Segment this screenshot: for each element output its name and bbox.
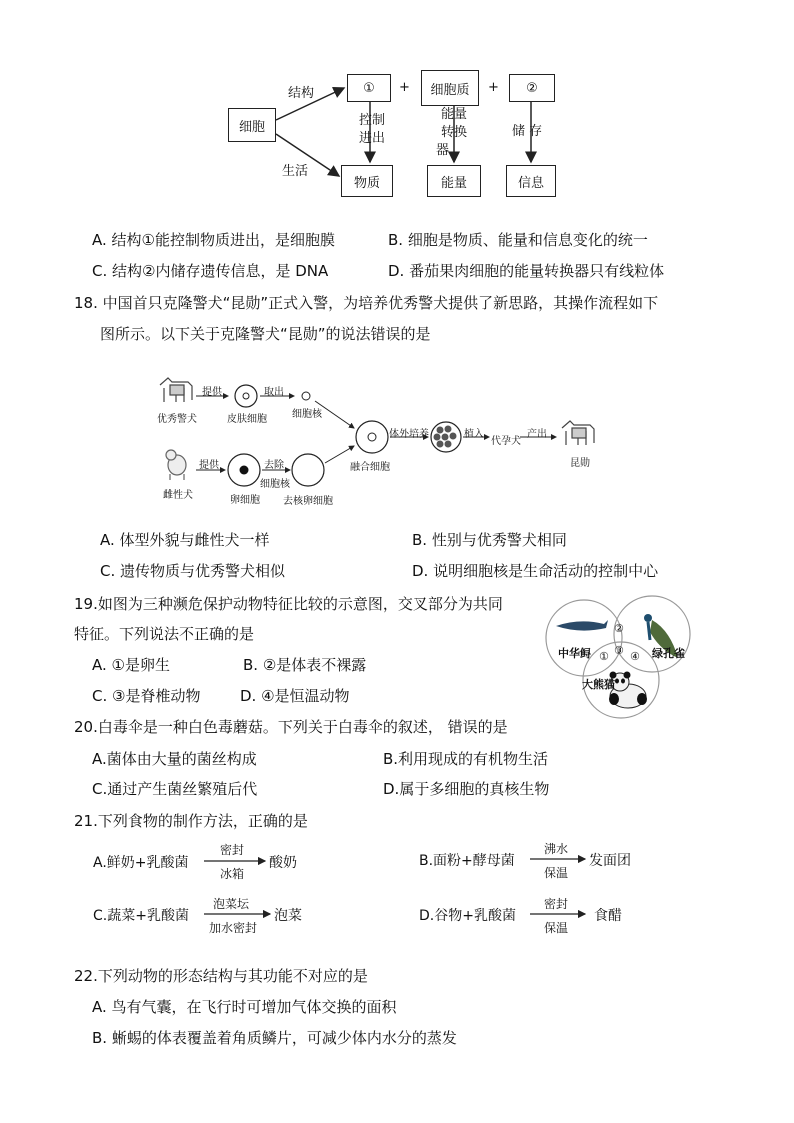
q21-b-right: 发面团 bbox=[589, 853, 631, 869]
cytoplasm-box: 细胞质 bbox=[421, 70, 479, 106]
q20-stem: 20.白毒伞是一种白色毒蘑菇。下列关于白毒伞的叙述， 错误的是 bbox=[74, 718, 508, 736]
implant-label: 植入 bbox=[464, 429, 484, 440]
q21-d-left: D.谷物+乳酸菌 bbox=[419, 908, 516, 924]
q22-option-a: A. 鸟有气囊，在飞行时可增加气体交换的面积 bbox=[92, 998, 397, 1016]
q21-c-right: 泡菜 bbox=[274, 908, 302, 924]
q19-option-d: D. ④是恒温动物 bbox=[240, 687, 350, 705]
energy-box: 能量 bbox=[427, 165, 481, 197]
provide-label-2: 提供 bbox=[199, 460, 219, 471]
venn-number-3: ③ bbox=[614, 644, 624, 657]
venn-number-4: ④ bbox=[630, 650, 640, 663]
venn-number-2: ② bbox=[614, 622, 624, 635]
remove-label-2: 细胞核 bbox=[260, 479, 290, 490]
q21-a-top: 密封 bbox=[220, 843, 245, 857]
plus-sign: + bbox=[399, 80, 410, 95]
fused-cell-label: 融合细胞 bbox=[350, 462, 390, 473]
q18-stem-line1: 18. 中国首只克隆警犬“昆勋”正式入警，为培养优秀警犬提供了新思路，其操作流程如下 bbox=[74, 294, 659, 312]
energy-converter-label: 能量 转换 器 bbox=[436, 107, 467, 158]
q20-option-d: D.属于多细胞的真核生物 bbox=[383, 780, 550, 798]
info-box: 信息 bbox=[506, 165, 556, 197]
egg-cell-label: 卵细胞 bbox=[230, 495, 260, 506]
culture-label: 体外培养 bbox=[389, 429, 429, 440]
q18-option-a: A. 体型外貌与雌性犬一样 bbox=[100, 531, 270, 549]
q21-stem: 21.下列食物的制作方法，正确的是 bbox=[74, 812, 308, 830]
q22-stem: 22.下列动物的形态结构与其功能不对应的是 bbox=[74, 967, 368, 985]
q19-option-a: A. ①是卵生 bbox=[92, 656, 170, 674]
q20-option-c: C.通过产生菌丝繁殖后代 bbox=[92, 780, 258, 798]
produce-label: 产出 bbox=[527, 429, 547, 440]
q18-option-d: D. 说明细胞核是生命活动的控制中心 bbox=[412, 562, 659, 580]
storage-label: 储 存 bbox=[512, 124, 543, 139]
skin-cell-label: 皮肤细胞 bbox=[227, 414, 267, 425]
police-dog-label: 优秀警犬 bbox=[157, 414, 197, 425]
remove-label-1: 去除 bbox=[264, 460, 284, 471]
q21-d-right: 食醋 bbox=[594, 908, 622, 924]
structure1-box: ① bbox=[347, 74, 391, 102]
structure2-box: ② bbox=[509, 74, 555, 102]
structure-label: 结构 bbox=[288, 86, 315, 101]
q21-a-right: 酸奶 bbox=[269, 855, 297, 871]
venn-label-panda: 大熊猫 bbox=[582, 678, 615, 691]
q20-option-b: B.利用现成的有机物生活 bbox=[383, 750, 549, 768]
venn-number-1: ① bbox=[599, 650, 609, 663]
q19-option-c: C. ③是脊椎动物 bbox=[92, 687, 201, 705]
q21-b-left: B.面粉+酵母菌 bbox=[419, 853, 515, 869]
q18-option-c: C. 遗传物质与优秀警犬相似 bbox=[100, 562, 286, 580]
nucleus-label: 细胞核 bbox=[292, 409, 322, 420]
provide-label-1: 提供 bbox=[202, 387, 222, 398]
q22-option-b: B. 蜥蜴的体表覆盖着角质鳞片，可减少体内水分的蒸发 bbox=[92, 1029, 457, 1047]
q21-d-bottom: 保温 bbox=[544, 921, 569, 935]
kunxun-label: 昆勋 bbox=[570, 458, 590, 469]
q19-option-b: B. ②是体表不裸露 bbox=[243, 656, 367, 674]
q17-option-d: D. 番茄果肉细胞的能量转换器只有线粒体 bbox=[388, 262, 665, 280]
q17-option-b: B. 细胞是物质、能量和信息变化的统一 bbox=[388, 231, 648, 249]
q21-c-bottom: 加水密封 bbox=[209, 921, 258, 935]
q19-stem-line2: 特征。下列说法不正确的是 bbox=[74, 625, 255, 643]
surrogate-label: 代孕犬 bbox=[491, 436, 521, 447]
control-label: 控制 进出 bbox=[358, 113, 385, 146]
q17-option-a: A. 结构①能控制物质进出，是细胞膜 bbox=[92, 231, 335, 249]
venn-label-sturgeon: 中华鲟 bbox=[558, 647, 591, 660]
q21-c-left: C.蔬菜+乳酸菌 bbox=[93, 908, 189, 924]
q20-option-a: A.菌体由大量的菌丝构成 bbox=[92, 750, 257, 768]
q17-option-c: C. 结构②内储存遗传信息，是 DNA bbox=[92, 262, 329, 280]
female-dog-label: 雌性犬 bbox=[163, 490, 193, 501]
q21-c-top: 泡菜坛 bbox=[213, 897, 250, 911]
q18-stem-line2: 图所示。以下关于克隆警犬“昆勋”的说法错误的是 bbox=[100, 325, 431, 343]
q19-stem-line1: 19.如图为三种濒危保护动物特征比较的示意图，交叉部分为共同 bbox=[74, 595, 503, 613]
life-label: 生活 bbox=[282, 164, 309, 179]
q21-a-left: A.鲜奶+乳酸菌 bbox=[93, 855, 189, 871]
enucleated-egg-label: 去核卵细胞 bbox=[283, 496, 333, 507]
q21-b-top: 沸水 bbox=[544, 842, 569, 856]
venn-label-peacock: 绿孔雀 bbox=[652, 647, 685, 660]
matter-box: 物质 bbox=[341, 165, 393, 197]
q21-b-bottom: 保温 bbox=[544, 866, 569, 880]
q21-d-top: 密封 bbox=[544, 897, 569, 911]
cell-box: 细胞 bbox=[228, 108, 276, 142]
q18-option-b: B. 性别与优秀警犬相同 bbox=[412, 531, 567, 549]
q21-a-bottom: 冰箱 bbox=[220, 867, 245, 881]
take-out-label: 取出 bbox=[264, 387, 284, 398]
plus-sign-2: + bbox=[488, 80, 499, 95]
